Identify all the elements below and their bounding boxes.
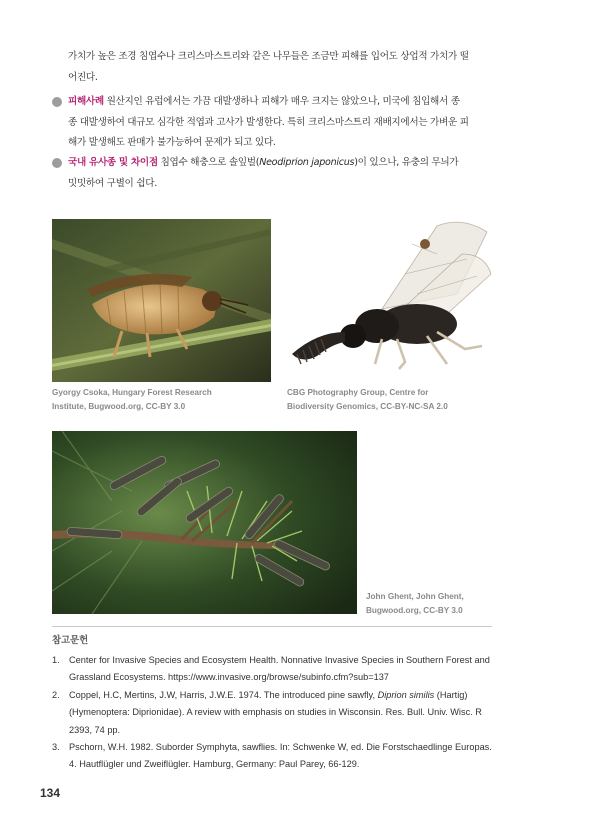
damage-label: 피해사례: [68, 96, 104, 107]
reference-item: [52, 739, 497, 774]
similar-label: 국내 유사종 및 차이점: [68, 157, 158, 168]
reference-text: Center for Invasive Species and Ecosystem Health. Nonnative Invasive Species in Southern Forest and Grassland Ecosystems. https://www.invasive.org/browse/subinfo.cfm?sub=137: [69, 655, 490, 683]
damage-text: 원산지인 유럽에서는 가끔 대발생하나 피해가 매우 크지는 않았으나, 미국에 침입해서 종: [103, 96, 460, 107]
reference-text: Coppel, H.C, Mertins, J.W, Harris, J.W.E. 1974. The introduced pine sawfly,: [69, 689, 378, 700]
larva-photo: [52, 219, 271, 382]
similar-text: 밋밋하여 구별이 쉽다.: [68, 177, 157, 189]
reference-text: (Hartig) (Hymenoptera: Diprionidae). A review with emphasis on studies in Wisconsin. Res. Bull. Univ. Wisc. R 2393, 74 pp.: [69, 689, 482, 735]
bullet-dot-icon: [52, 158, 62, 168]
caption-line: CBG Photography Group, Centre for: [287, 388, 429, 397]
caption-line: Biodiversity Genomics, CC-BY-NC-SA 2.0: [287, 402, 448, 411]
adult-photo-caption: [287, 386, 448, 414]
larva-photo-caption: [52, 386, 212, 414]
caption-line: Bugwood.org, CC-BY 3.0: [366, 606, 463, 615]
damage-text: 종 대발생하여 대규모 심각한 적엽과 고사가 발생한다. 특히 크리스마스트리 재배지에서는 가벼운 피: [68, 116, 469, 128]
adult-photo: [287, 214, 492, 374]
page-number: 134: [40, 786, 61, 800]
similar-text: )이 있으나, 유충의 무늬가: [354, 157, 459, 168]
species-name: Neodiprion japonicus: [259, 157, 355, 168]
damage-text: 해가 발생해도 판매가 불가능하여 문제가 되고 있다.: [68, 137, 276, 148]
bullet-dot-icon: [52, 97, 62, 107]
larvae-colony-photo: [52, 431, 357, 614]
reference-item: [52, 652, 497, 687]
references-list: [52, 652, 497, 774]
intro-line: 가치가 높은 조경 침엽수나 크리스마스트리와 같은 나무들은 조금만 피해를 입어도 상업적 가치가 떨: [68, 51, 469, 62]
reference-number: 2.: [52, 689, 60, 700]
colony-photo-caption: [366, 590, 464, 618]
caption-line: Gyorgy Csoka, Hungary Forest Research: [52, 388, 212, 397]
similar-text: 침엽수 해충으로 솔잎벌(: [157, 157, 260, 168]
references-divider: [52, 626, 492, 627]
reference-item: [52, 687, 497, 739]
caption-line: Institute, Bugwood.org, CC-BY 3.0: [52, 402, 186, 411]
references-title: 참고문헌: [52, 635, 89, 646]
reference-text: Pschorn, W.H. 1982. Suborder Symphyta, sawflies. In: Schwenke W, ed. Die Forstschaedlinge Europas. 4. Hautflügler und Zweiflügler. Hamburg, Germany: Paul Parey, 66-129.: [69, 742, 492, 770]
reference-number: 3.: [52, 742, 60, 753]
intro-paragraph: [68, 47, 498, 88]
reference-species: Diprion similis: [377, 689, 435, 700]
reference-number: 1.: [52, 655, 60, 665]
caption-line: John Ghent, John Ghent,: [366, 592, 464, 601]
intro-line: 어진다.: [68, 71, 98, 83]
